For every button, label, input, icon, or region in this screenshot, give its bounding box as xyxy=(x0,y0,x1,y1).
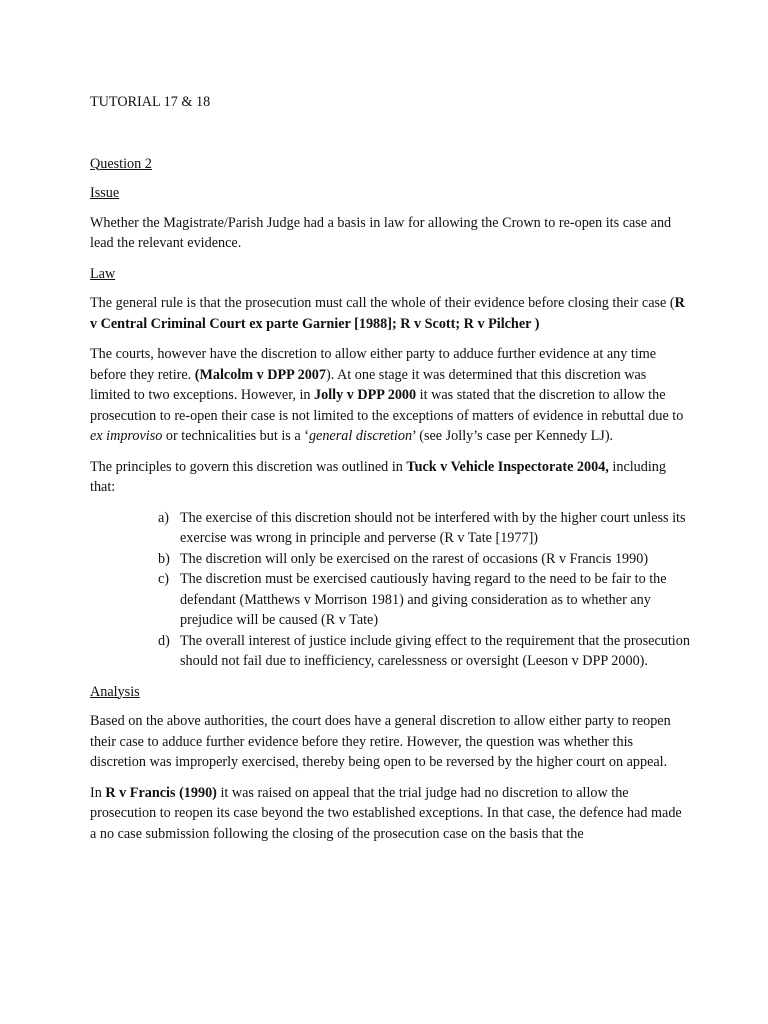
list-item-text: The overall interest of justice include giving effect to the requirement that the prosecution should not fail due to inefficiency, carelessness or oversight (Leeson v DPP 2000). xyxy=(180,632,690,669)
analysis-heading: Analysis xyxy=(90,683,140,700)
law-p2-text-e: ’ (see Jolly’s case per Kennedy LJ). xyxy=(412,428,614,444)
law-paragraph-principles xyxy=(90,457,690,498)
law-p1-text: The general rule is that the prosecution must call the whole of their evidence before closing their case ( xyxy=(90,295,675,311)
law-p2-text-b: ). At one stage it was determined that this discretion was limited to two exceptions. However, in xyxy=(90,366,647,403)
list-marker: a) xyxy=(158,509,170,526)
list-item xyxy=(147,549,690,570)
document-page xyxy=(90,92,690,854)
analysis-p2-text-a: In xyxy=(90,784,106,801)
list-item xyxy=(147,508,690,549)
law-p2-text-a: The courts, however have the discretion to allow either party to adduce further evidence at any time before they retire. xyxy=(90,346,657,383)
law-p1-cases: R v Central Criminal Court ex parte Garnier [1988]; R v Scott; R v Pilcher ) xyxy=(90,295,685,332)
latin-term: ex improviso xyxy=(90,428,163,444)
list-item-text: The discretion must be exercised cautiously having regard to the need to be fair to the defendant (Matthews v Morrison 1981) and giving consideration as to whether any prejudice will be caused (R v Tate) xyxy=(180,571,667,628)
law-p2-text-d: or technicalities but is a ‘ xyxy=(162,428,309,444)
document-title: TUTORIAL 17 & 18 xyxy=(90,94,211,110)
quoted-term: general discretion xyxy=(308,428,413,444)
analysis-p2-text-b: it was raised on appeal that the trial judge had no discretion to allow the prosecution to reopen its case beyond the two established exceptions. In that case, the defence had made a no case submission following the closing of the prosecution case on the basis that the xyxy=(90,784,682,842)
law-p3-text-a: The principles to govern this discretion was outlined in xyxy=(90,458,407,475)
case-malcolm: (Malcolm v DPP 2007 xyxy=(194,366,326,383)
analysis-paragraph-2 xyxy=(90,783,690,845)
law-paragraph-general-rule xyxy=(90,293,690,334)
list-marker: c) xyxy=(158,571,170,587)
list-marker: b) xyxy=(158,550,170,567)
list-item-text: The exercise of this discretion should not be interfered with by the higher court unless its exercise was wrong in principle and perverse (R v Tate [1977]) xyxy=(180,509,686,546)
law-heading: Law xyxy=(90,265,116,282)
case-jolly: Jolly v DPP 2000 xyxy=(314,387,417,403)
list-marker: d) xyxy=(158,632,170,649)
law-p2-text-c: it was stated that the discretion to allow the prosecution to re-open their case is not limited to the exceptions of matters of evidence in rebuttal due to xyxy=(90,387,684,424)
list-item-text: The discretion will only be exercised on the rarest of occasions (R v Francis 1990) xyxy=(180,550,649,567)
list-item xyxy=(147,569,690,631)
question-heading: Question 2 xyxy=(90,155,152,172)
law-paragraph-discretion xyxy=(90,344,690,447)
principles-list xyxy=(90,508,690,672)
case-francis: R v Francis (1990) xyxy=(105,784,217,801)
analysis-paragraph-1: Based on the above authorities, the court does have a general discretion to allow either party to reopen their case to adduce further evidence before they retire. However, the question was whether this discretion was improperly exercised, thereby being open to be reversed by the higher court on appeal. xyxy=(90,713,671,770)
issue-heading: Issue xyxy=(90,185,120,201)
list-item xyxy=(147,631,690,672)
law-p3-text-b: including that: xyxy=(90,458,666,495)
issue-paragraph: Whether the Magistrate/Parish Judge had a basis in law for allowing the Crown to re-open its case and lead the relevant evidence. xyxy=(90,214,672,251)
case-tuck: Tuck v Vehicle Inspectorate 2004, xyxy=(406,458,609,475)
